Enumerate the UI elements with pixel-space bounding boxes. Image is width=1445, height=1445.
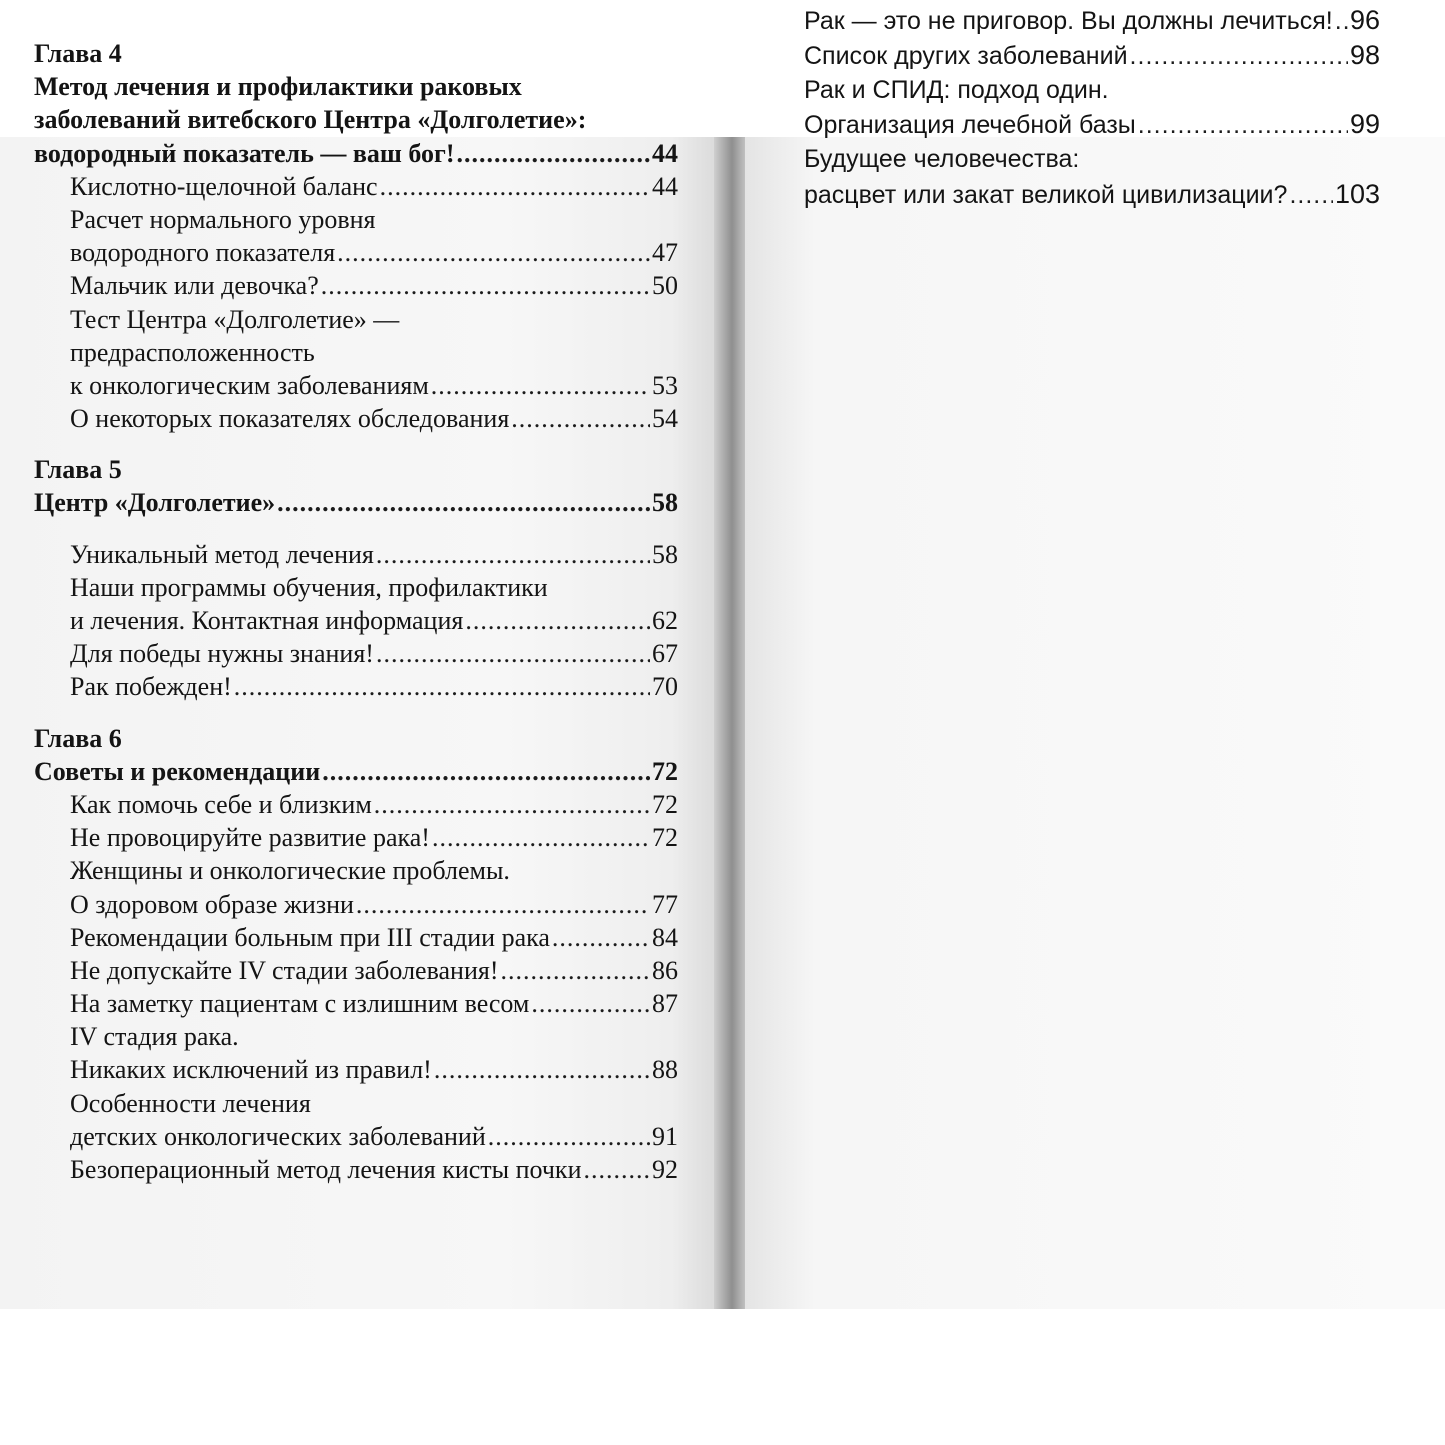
toc-page-number: 72: [652, 789, 678, 819]
toc-entry: [34, 137, 678, 170]
dot-leader: [488, 1120, 650, 1153]
chapter-heading: [34, 453, 678, 486]
toc-entry-title: водородного показателя: [70, 238, 336, 268]
toc-entry: [34, 103, 678, 136]
toc-entry: [34, 755, 678, 788]
toc-page-number: 47: [652, 238, 678, 268]
toc-entry-title: Расчет нормального уровня: [70, 204, 376, 234]
section-gap: [34, 435, 678, 453]
toc-entry: [34, 236, 678, 269]
toc-entry-title: Не провоцируйте развитие рака!: [70, 823, 430, 853]
dot-leader: [380, 170, 650, 203]
toc-entry-title: водородный показатель — ваш бог!: [34, 138, 455, 168]
dot-leader: [457, 137, 651, 170]
toc-entry-title: Кислотно-щелочной баланс: [70, 171, 378, 201]
toc-entry: [34, 269, 678, 302]
toc-page-number: 58: [652, 539, 678, 569]
toc-entry: [768, 142, 1380, 177]
toc-entry: [768, 107, 1380, 142]
dot-leader: [234, 670, 650, 703]
dot-leader: [511, 402, 650, 435]
toc-entry: [34, 854, 678, 887]
toc-entry-title: IV стадия рака.: [70, 1022, 239, 1052]
toc-entry-title: Как помочь себе и близким: [70, 789, 372, 819]
toc-entry-title: Безоперационный метод лечения кисты почки: [70, 1155, 582, 1184]
dot-leader: [374, 788, 650, 821]
dot-leader: [1130, 39, 1348, 74]
toc-entry: [34, 921, 678, 954]
toc-entry-title: к онкологическим заболеваниям: [70, 370, 429, 400]
dot-leader: [1335, 4, 1348, 39]
toc-entry: [34, 571, 678, 604]
toc-page-number: 86: [652, 955, 678, 985]
toc-entry: [34, 637, 678, 670]
toc-entry: [768, 38, 1380, 73]
dot-leader: [322, 755, 650, 788]
toc-page-number: 54: [652, 404, 678, 434]
dot-leader: [1138, 108, 1348, 143]
toc-entry-title: Наши программы обучения, профилактики: [70, 572, 548, 602]
toc-entry-title: Список других заболеваний: [804, 41, 1128, 70]
toc-page-number: 67: [652, 639, 678, 669]
toc-entry-title: Не допускайте IV стадии заболевания!: [70, 955, 499, 985]
toc-page-number: 87: [652, 989, 678, 1019]
toc-page-number: 103: [1334, 178, 1380, 209]
toc-entry-title: Глава 6: [34, 723, 122, 753]
toc-entry-title: Рак побежден!: [70, 672, 232, 702]
toc-entry-title: заболеваний витебского Центра «Долголетие»:: [34, 105, 587, 135]
dot-leader: [321, 269, 650, 302]
toc-entry: [34, 303, 678, 336]
toc-page-number: 77: [652, 889, 678, 919]
toc-page-number: 44: [652, 171, 678, 201]
toc-entry-title: Мальчик или девочка?: [70, 271, 319, 301]
toc-page-number: 70: [652, 672, 678, 702]
toc-entry: [34, 1020, 678, 1053]
toc-entry-title: Для победы нужны знания!: [70, 639, 374, 669]
toc-entry: [34, 336, 678, 369]
toc-entry-title: Особенности лечения: [70, 1088, 311, 1118]
toc-entry: [34, 954, 678, 987]
dot-leader: [432, 821, 650, 854]
dot-leader: [552, 921, 650, 954]
toc-entry: [34, 1087, 678, 1120]
dot-leader: [531, 987, 650, 1020]
dot-leader: [1289, 178, 1333, 213]
chapter-heading: [34, 722, 678, 755]
dot-leader: [376, 538, 650, 571]
toc-entry: [34, 402, 678, 435]
toc-entry-title: Советы и рекомендации: [34, 756, 321, 786]
toc-entry-title: О здоровом образе жизни: [70, 889, 354, 919]
section-gap: [34, 520, 678, 538]
toc-page-number: 88: [652, 1055, 678, 1085]
toc-entry: [34, 70, 678, 103]
toc-entry-title: О некоторых показателях обследования: [70, 404, 510, 434]
section-gap: [34, 704, 678, 722]
toc-entry: [34, 1053, 678, 1086]
toc-page-number: 72: [652, 823, 678, 853]
toc-entry: [768, 73, 1380, 108]
toc-page-number: 58: [652, 488, 678, 518]
dot-leader: [501, 954, 650, 987]
dot-leader: [356, 888, 650, 921]
dot-leader: [465, 604, 650, 637]
toc-entry: [34, 888, 678, 921]
dot-leader: [434, 1053, 650, 1086]
toc-entry-title: Метод лечения и профилактики раковых: [34, 72, 522, 102]
dot-leader: [431, 369, 650, 402]
toc-entry-title: На заметку пациентам с излишним весом: [70, 989, 530, 1019]
toc-entry-title: предрасположенность: [70, 337, 315, 367]
toc-entry-title: Рак — это не приговор. Вы должны лечиться!: [804, 7, 1333, 35]
toc-entry: [34, 538, 678, 571]
toc-page-number: 53: [652, 370, 678, 400]
toc-page-number: 72: [652, 756, 678, 786]
toc-page-number: 92: [652, 1155, 678, 1184]
toc-entry-title: Организация лечебной базы: [804, 111, 1136, 140]
toc-entry-title: Центр «Долголетие»: [34, 488, 276, 518]
toc-entry: [34, 1120, 678, 1153]
left-toc-column: [34, 37, 678, 1186]
dot-leader: [376, 637, 650, 670]
toc-entry: [34, 369, 678, 402]
toc-page-number: 99: [1349, 109, 1380, 140]
toc-entry-title: Глава 5: [34, 455, 122, 485]
toc-entry-title: расцвет или закат великой цивилизации?: [804, 180, 1288, 209]
toc-entry: [34, 486, 678, 519]
toc-entry-title: Женщины и онкологические проблемы.: [70, 856, 510, 886]
toc-page-number: 96: [1349, 5, 1380, 35]
toc-page-number: 98: [1349, 39, 1380, 70]
toc-entry: [768, 177, 1380, 212]
toc-entry: [34, 987, 678, 1020]
toc-entry-title: Уникальный метод лечения: [70, 539, 374, 569]
toc-page-number: 62: [652, 606, 678, 635]
toc-entry-title: Никаких исключений из правил!: [70, 1055, 432, 1085]
right-page: [745, 137, 1445, 1309]
toc-entry-title: Будущее человечества:: [804, 145, 1080, 174]
toc-page-number: 84: [652, 922, 678, 952]
toc-entry-title: детских онкологических заболеваний: [70, 1121, 486, 1151]
toc-entry: [34, 604, 678, 637]
toc-entry-title: и лечения. Контактная информация: [70, 606, 464, 635]
toc-entry-title: Тест Центра «Долголетие» —: [70, 304, 400, 334]
toc-entry: [768, 3, 1380, 38]
toc-entry-title: Рак и СПИД: подход один.: [804, 75, 1109, 104]
dot-leader: [583, 1153, 650, 1186]
toc-entry: [34, 1153, 678, 1186]
right-toc-column: [768, 3, 1380, 212]
dot-leader: [277, 486, 650, 519]
chapter-heading: [34, 37, 678, 70]
toc-entry-title: Глава 4: [34, 39, 122, 68]
toc-page-number: 50: [652, 271, 678, 301]
toc-entry: [34, 670, 678, 703]
dot-leader: [337, 236, 650, 269]
toc-entry: [34, 170, 678, 203]
toc-entry: [34, 788, 678, 821]
toc-entry-title: Рекомендации больным при III стадии рака: [70, 922, 550, 952]
toc-page-number: 91: [652, 1121, 678, 1151]
toc-entry: [34, 821, 678, 854]
toc-entry: [34, 203, 678, 236]
toc-page-number: 44: [652, 138, 678, 168]
